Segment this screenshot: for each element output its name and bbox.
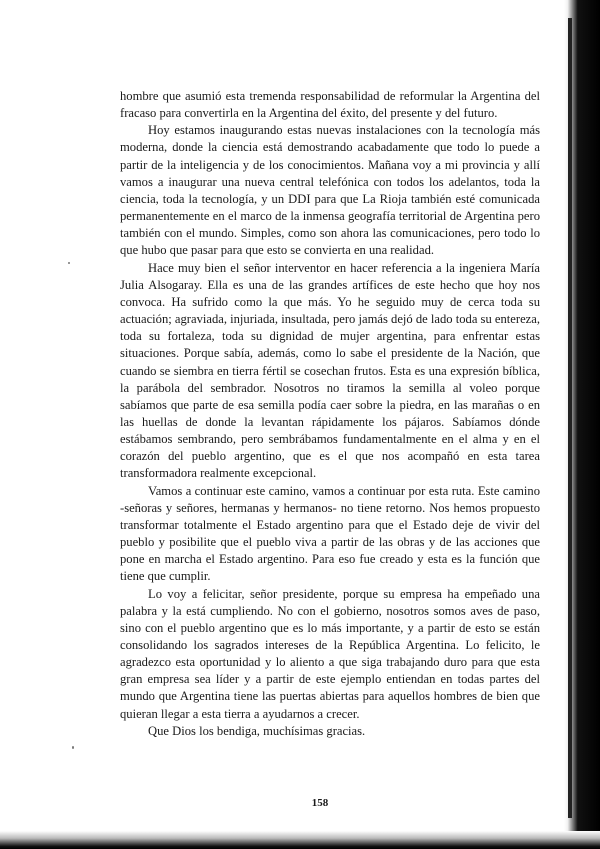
body-text (120, 88, 540, 740)
scan-speck (68, 262, 70, 264)
page-edge-shadow-bottom (0, 831, 600, 849)
paragraph-congratulations: Lo voy a felicitar, señor presidente, porque su empresa ha empeñado una palabra y la está cumpliendo. No con el gobierno, nosotros somos aves de paso, sino con el pueblo argentino que es lo más importante, y a partir de esto se están consolidando los sagrados intereses de la República Argentina. Lo felicito, le agradezco esta oportunidad y lo aliento a que siga trabajando duro para que esta gran empresa sea líder y a partir de este ejemplo entiendan en todas partes del mundo que Argentina tiene las puertas abiertas para aquellos hombres de bien que quieran llegar a esta tierra a ayudarnos a crecer. (120, 586, 540, 721)
paragraph-technology: Hoy estamos inaugurando estas nuevas instalaciones con la tecnología más moderna, donde la ciencia está demostrando acabadamente que todo lo puede a partir de la inteligencia y de los conocimientos. Mañana voy a mi provincia y allí vamos a inaugurar una nueva central telefónica con todos los adelantos, toda la ciencia, toda la tecnología, y un DDI para que La Rioja también esté comunicada permanentemente en el marco de la inmensa geografía territorial de Argentina pero también con el mundo. Simples, como son ahora las comunicaciones, pero todo lo que hubo que pasar para que esto se convierta en una realidad. (120, 123, 540, 258)
page-edge-line-right (568, 18, 572, 818)
paragraph-state: Vamos a continuar este camino, vamos a continuar por esta ruta. Este camino -señoras y señores, hermanas y hermanos- no tiene retorno. Nos hemos propuesto transformar totalmente el Estado argentino para que el Estado deje de vivir del pueblo y posibilite que el pueblo viva a partir de las obras y de las acciones que pone en marcha el Estado argentino. Para eso fue creado y esta es la función que tiene que cumplir. (120, 483, 540, 584)
scan-speck (72, 746, 74, 749)
page-number: 158 (311, 797, 329, 809)
paragraph-continuation: hombre que asumió esta tremenda responsabilidad de reformular la Argentina del fracaso para convertirla en la Argentina del éxito, del presente y del futuro. (120, 89, 540, 121)
paragraph-alsogaray: Hace muy bien el señor interventor en hacer referencia a la ingeniera María Julia Alsogaray. Ella es una de las grandes artífices de este hecho que hoy nos convoca. Ha sufrido como la que más. Yo he seguido muy de cerca toda su actuación; agraviada, injuriada, insultada, pero jamás dejó de lado toda su entereza, toda su fortaleza, toda su dignidad de mujer argentina, para enfrentar estas situaciones. Porque sabía, además, como lo sabe el presidente de la Nación, que cuando se siembra en tierra fértil se cosechan frutos. Esta es una expresión bíblica, la parábola del sembrador. Nosotros no tiramos la semilla al voleo porque sabíamos que parte de esa semilla podía caer sobre la piedra, en las marañas o en las huellas de donde la levantan rápidamente los pájaros. Sabíamos dónde estábamos sembrando, pero sembrábamos fundamentalmente en el alma y en el corazón del pueblo argentino, que es el que nos acompañó en esta tarea transformadora realmente excepcional. (120, 260, 540, 481)
paragraph-closing: Que Dios los bendiga, muchísimas gracias. (148, 723, 366, 738)
